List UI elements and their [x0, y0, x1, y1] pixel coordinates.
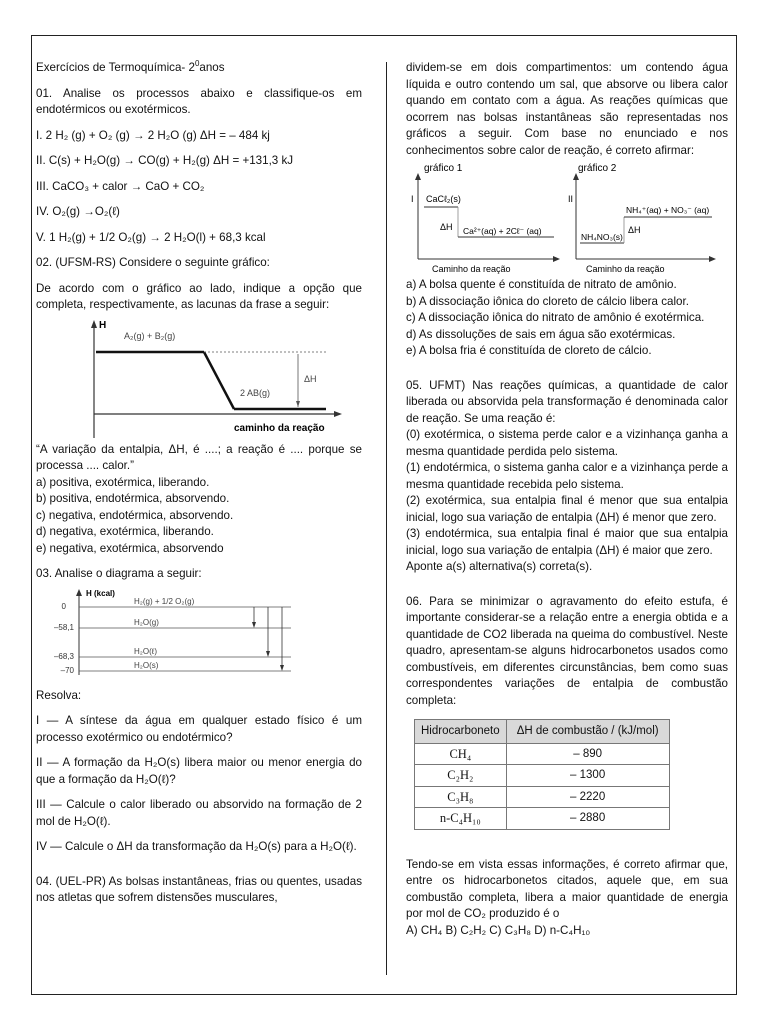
q01-item: III. CaCO₃ + calor → CaO + CO₂ — [36, 179, 205, 193]
q04-option: c) A dissociação iônica do nitrato de amônio é exotérmica. — [406, 311, 705, 324]
q02-option: d) negativa, exotérmica, liberando. — [36, 525, 214, 538]
table-cell: n-C₄H₁₀ — [415, 808, 507, 830]
column-divider — [386, 62, 387, 975]
enthalpy-graph — [36, 314, 362, 442]
graph1-delta: ΔH — [440, 222, 453, 232]
q02-title: 02. (UFSM-RS) Considere o seguinte gráfico: — [36, 256, 270, 269]
q03-item: III — Calcule o calor liberado ou absorvido na formação de 2 mol de H₂O(ℓ). — [36, 798, 362, 828]
q05-item: (3) endotérmica, sua entalpia final é maior que sua entalpia inicial, logo sua variação de entalpia (ΔH) é maior que zero. — [406, 527, 728, 557]
table-row — [415, 786, 670, 808]
q01-item: I. 2 H₂ (g) + O₂ (g) → 2 H₂O (g) ΔH = – 484 kj — [36, 128, 270, 142]
q04-option: d) As dissoluções de sais em água são exotérmicas. — [406, 327, 676, 341]
graph2-roman: II — [568, 194, 574, 204]
graph1-top-label: CaCℓ₂(s) — [426, 194, 461, 204]
diagram-level-label: H₂O(g) — [134, 617, 159, 627]
q02-option: e) negativa, exotérmica, absorvendo — [36, 541, 224, 555]
diagram-tick: 0 — [61, 601, 66, 611]
diagram-level-label: H₂(g) + 1/2 O₂(g) — [134, 596, 195, 606]
q05-intro: 05. UFMT) Nas reações químicas, a quantidade de calor liberada ou absorvida pela transformação é denominada calor de reação. Se uma reação é: — [406, 378, 728, 425]
water-enthalpy-diagram — [36, 583, 362, 679]
table-cell: C₃H₈ — [415, 786, 507, 808]
graph2-top-label: NH₄⁺(aq) + NO₃⁻ (aq) — [626, 205, 710, 215]
q03-resolva: Resolva: — [36, 688, 82, 702]
graph2-title: gráfico 2 — [578, 163, 617, 174]
diagram-level-label: H₂O(ℓ) — [134, 646, 158, 656]
q03-item: I — A síntese da água em qualquer estado físico é um processo exotérmico ou endotérmico? — [36, 714, 362, 744]
graph1-title: gráfico 1 — [424, 163, 463, 174]
q05-item: (2) exotérmica, sua entalpia final é menor que sua entalpia inicial, logo sua variação de entalpia (ΔH) é menor que zero. — [406, 494, 728, 524]
q02-quote: “A variação da entalpia, ΔH, é ....; a reação é .... porque se processa .... calor.” — [36, 442, 362, 472]
q04-option: a) A bolsa quente é constituída de nitrato de amônio. — [406, 278, 677, 291]
q01-text: 01. Analise os processos abaixo e classifique-os em endotérmicos ou exotérmicos. — [36, 86, 362, 116]
diagram-tick: –68,3 — [53, 651, 74, 661]
diagram-level-label: H₂O(s) — [134, 660, 159, 670]
bag-graphs — [406, 159, 728, 277]
q06-intro: 06. Para se minimizar o agravamento do efeito estufa, é importante considerar-se a relação entre a energia obtida e a quantidade de CO2 liberada na queima do combustível. Neste quadro, apresentam-se alguns hidrocarbonetos usados como combustíveis, em diferentes circunstâncias, bem como suas correspondentes variações de entalpia de combustão completa: — [406, 594, 728, 707]
graph-product-label: 2 AB(g) — [240, 387, 271, 398]
graph1-x-label: Caminho da reação — [432, 264, 511, 274]
hydrocarbon-table — [414, 719, 670, 830]
right-column — [406, 60, 728, 939]
table-header: Hidrocarboneto — [415, 720, 507, 744]
graph2-bottom-label: NH₄NO₃(s) — [581, 232, 623, 242]
table-header: ΔH de combustão / (kJ/mol) — [506, 720, 669, 744]
table-cell: CH₄ — [415, 743, 507, 765]
q02-option: b) positiva, endotérmica, absorvendo. — [36, 492, 230, 505]
q02-option: a) positiva, exotérmica, liberando. — [36, 475, 210, 489]
q05-item: (0) exotérmica, o sistema perde calor e a vizinhança ganha a mesma quantidade perdida pelo sistema. — [406, 428, 728, 458]
table-cell: – 2220 — [506, 786, 669, 808]
q06-options: A) CH₄ B) C₂H₂ C) C₃H₈ D) n-C₄H₁₀ — [406, 923, 591, 937]
q03-title: 03. Analise o diagrama a seguir: — [36, 567, 202, 580]
graph-y-label: H — [99, 319, 107, 331]
diagram-tick: –58,1 — [53, 622, 74, 632]
graph2-delta: ΔH — [628, 225, 641, 235]
q03-item: II — A formação da H₂O(s) libera maior ou menor energia do que a formação da H₂O(ℓ)? — [36, 756, 362, 786]
diagram-tick: –70 — [60, 665, 74, 675]
table-cell: – 1300 — [506, 765, 669, 787]
table-row — [415, 765, 670, 787]
graph-delta-label: ΔH — [304, 373, 317, 384]
page-title: Exercícios de Termoquímica- $2^0anos$ — [36, 59, 225, 74]
q02-intro: De acordo com o gráfico ao lado, indique a opção que completa, respectivamente, as lacunas da frase a seguir: — [36, 281, 362, 311]
table-header-row — [415, 720, 670, 744]
q04-option: e) A bolsa fria é constituída de cloreto de cálcio. — [406, 344, 652, 357]
graph1-bottom-label: Ca²⁺(aq) + 2Cℓ⁻ (aq) — [463, 226, 542, 236]
graph-reactants-label: A₂(g) + B₂(g) — [124, 330, 176, 341]
q02-option: c) negativa, endotérmica, absorvendo. — [36, 508, 234, 522]
q05-end: Aponte a(s) alternativa(s) correta(s). — [406, 560, 593, 573]
left-column — [36, 60, 362, 907]
table-row — [415, 743, 670, 765]
q04-option: b) A dissociação iônica do cloreto de cálcio libera calor. — [406, 294, 689, 308]
q01-item: IV. O₂(g) →O₂(ℓ) — [36, 205, 120, 218]
q01-item: V. 1 H₂(g) + 1/2 O₂(g) → 2 H₂O(l) + 68,3 kcal — [36, 230, 266, 244]
q01-item: II. C(s) + H₂O(g) → CO(g) + H₂(g) ΔH = +131,3 kJ — [36, 154, 294, 167]
table-row — [415, 808, 670, 830]
graph-x-label: caminho da reação — [234, 422, 325, 434]
q06-question: Tendo-se em vista essas informações, é correto afirmar que, entre os hidrocarbonetos citados, aquele que, em sua combustão completa, libera a maior quantidade de energia por mol de CO₂ produzido é o — [406, 857, 728, 920]
graph1-roman: I — [411, 194, 414, 204]
q03-item: IV — Calcule o ΔH da transformação da H₂O(s) para a H₂O(ℓ). — [36, 840, 357, 853]
table-cell: – 2880 — [506, 808, 669, 830]
diagram-y-label: H (kcal) — [86, 588, 115, 598]
graph2-x-label: Caminho da reação — [586, 264, 665, 274]
q04-text-right: dividem-se em dois compartimentos: um contendo água líquida e outro contendo um sal, que absorve ou libera calor quando em contato com a água. As reações químicas que ocorrem nas bolsas instantâneas são representadas nos gráficos a seguir. Com base no enunciado e nos conhecimentos sobre calor de reação, é correto afirmar: — [406, 61, 728, 157]
table-cell: C₂H₂ — [415, 765, 507, 787]
table-cell: – 890 — [506, 743, 669, 765]
q04-text-left: 04. (UEL-PR) As bolsas instantâneas, frias ou quentes, usadas nos atletas que sofrem distensões musculares, — [36, 874, 362, 904]
q05-item: (1) endotérmica, o sistema ganha calor e a vizinhança perde a mesma quantidade recebida pelo sistema. — [406, 461, 728, 491]
